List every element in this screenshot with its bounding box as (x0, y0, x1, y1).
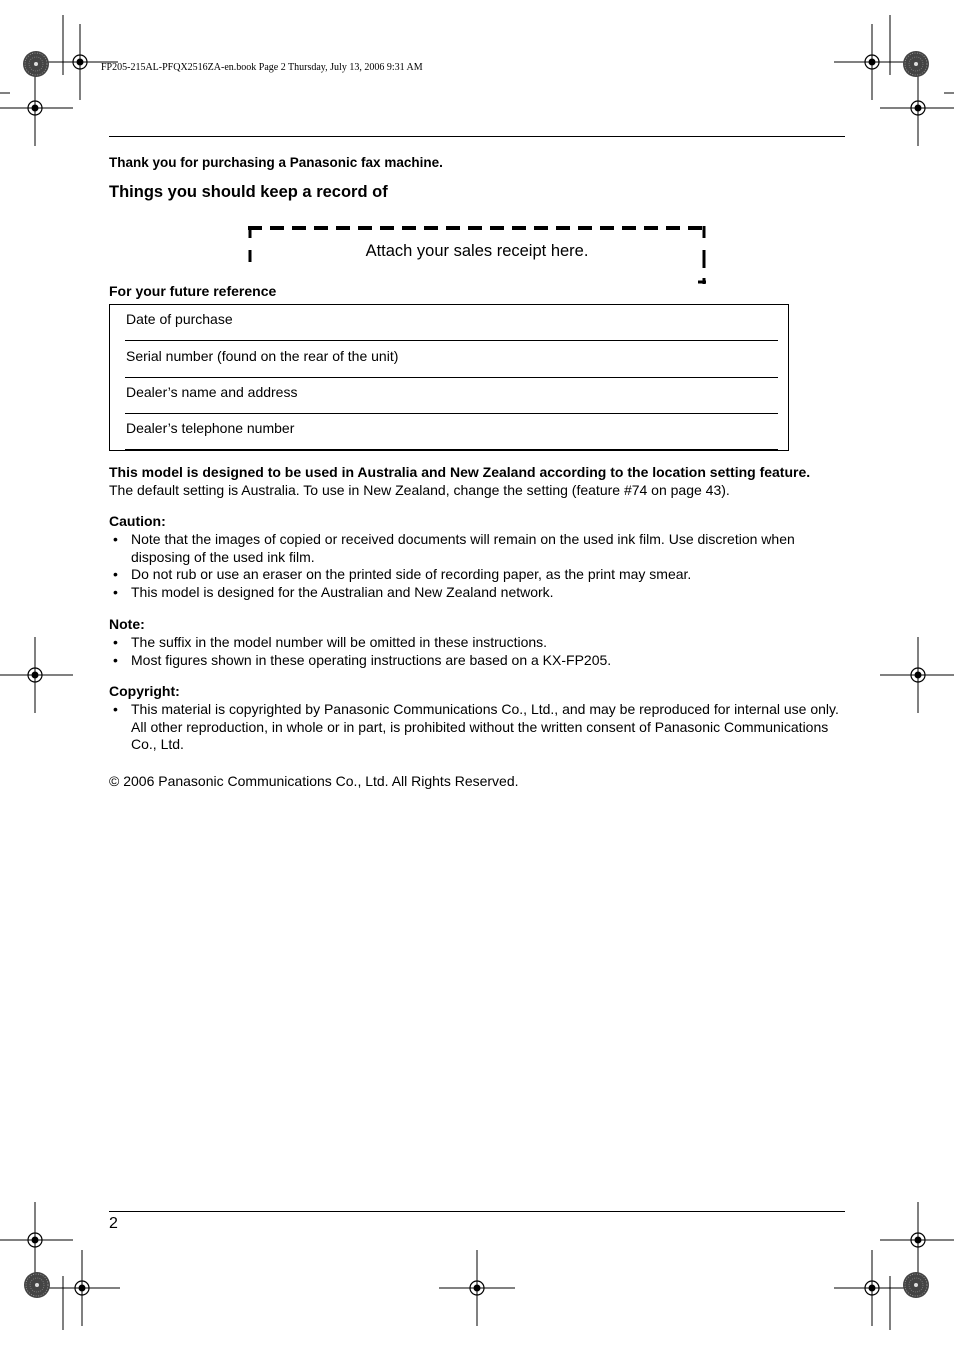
registration-mark-icon (0, 637, 73, 713)
list-item: • Do not rub or use an eraser on the printed side of recording paper, as the print may smear. (113, 566, 692, 583)
list-item: • Note that the images of copied or received documents will remain on the used ink film. Use discretion when disposing of the used ink film. (113, 531, 795, 565)
bullet-icon: • (113, 583, 118, 600)
registration-mark-icon (439, 1250, 515, 1326)
reference-row-label: Serial number (found on the rear of the unit) (126, 348, 399, 364)
top-rule (109, 136, 845, 137)
caution-list (109, 531, 849, 601)
table-row (125, 305, 778, 341)
copyright-title: Copyright: (109, 683, 180, 699)
bullet-icon: • (113, 566, 118, 583)
table-row (125, 342, 778, 378)
table-row (125, 414, 778, 450)
list-item: • Most figures shown in these operating instructions are based on a KX-FP205. (113, 651, 612, 668)
caution-title: Caution: (109, 513, 166, 529)
reference-title: For your future reference (109, 283, 277, 299)
reference-row-label: Dealer’s name and address (126, 384, 298, 400)
reference-table (109, 304, 789, 451)
color-wheel-icon (23, 51, 49, 77)
note-title: Note: (109, 616, 145, 632)
copyright-notice: © 2006 Panasonic Communications Co., Ltd. All Rights Reserved. (109, 773, 519, 789)
receipt-instruction: Attach your sales receipt here. (365, 242, 589, 260)
section-heading: Things you should keep a record of (109, 183, 388, 201)
page-number: 2 (109, 1215, 118, 1232)
color-wheel-icon (903, 1272, 929, 1298)
registration-mark-icon (834, 1250, 910, 1326)
registration-mark-icon (44, 1250, 120, 1326)
registration-mark-icon (880, 1202, 954, 1278)
list-item: • This model is designed for the Australian and New Zealand network. (113, 583, 554, 600)
model-statement: This model is designed to be used in Australia and New Zealand according to the location setting feature. (109, 464, 811, 480)
bullet-icon: • (113, 634, 118, 650)
bullet-icon: • (113, 531, 118, 547)
list-item: • The suffix in the model number will be omitted in these instructions. (113, 634, 548, 650)
model-default-setting: The default setting is Australia. To use in New Zealand, change the setting (feature #74 on page 43). (109, 482, 730, 498)
registration-mark-icon (834, 24, 910, 100)
note-list (109, 634, 849, 669)
bullet-icon: • (113, 701, 118, 717)
color-wheel-icon (24, 1272, 50, 1298)
file-info-header: FP205-215AL-PFQX2516ZA-en.book Page 2 Thursday, July 13, 2006 9:31 AM (101, 62, 423, 73)
registration-mark-icon (0, 1202, 73, 1278)
registration-mark-icon (880, 637, 954, 713)
registration-mark-icon (0, 70, 73, 146)
list-item: • This material is copyrighted by Panasonic Communications Co., Ltd., and may be reproduced for internal use only. All other reproduction, in whole or in part, is prohibited without the written consent of Panasonic Communications Co., Ltd. (113, 701, 839, 753)
reference-row-label: Dealer’s telephone number (126, 420, 295, 436)
bullet-icon: • (113, 651, 118, 668)
bottom-rule (109, 1211, 845, 1212)
thanks-line: Thank you for purchasing a Panasonic fax machine. (109, 155, 443, 170)
table-row (125, 378, 778, 414)
reference-row-label: Date of purchase (126, 311, 233, 327)
color-wheel-icon (903, 51, 929, 77)
registration-mark-icon (880, 70, 954, 146)
copyright-list (109, 701, 847, 754)
